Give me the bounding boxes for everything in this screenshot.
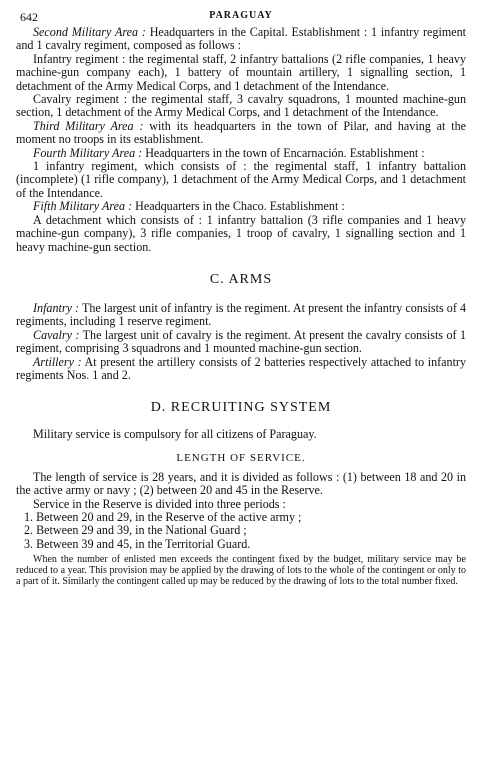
- paragraph-fourth-establishment: [16, 160, 466, 200]
- section-heading-arms: C. ARMS: [209, 271, 273, 287]
- paragraph-text: Headquarters in the town of Encarnación. Establishment :: [142, 145, 425, 160]
- reserve-periods-list: [16, 511, 466, 551]
- paragraph-text: Infantry regiment : the regimental staff, 2 infantry battalions (2 rifle companies, 1 heavy machine-gun company each), 1 battery of mountain artillery, 1 signalling section, 1 detachment of the Army Medical Corps, and 1 detachment of the Intendance.: [16, 51, 466, 93]
- paragraph-length-of-service: The length of service is 28 years, and it is divided as follows : (1) between 18 and 20 in the active army or navy ; (2) between 20 and 45 in the Reserve.: [16, 469, 466, 498]
- area-title: Second Military Area :: [33, 25, 146, 39]
- paragraph-text: Cavalry regiment : the regimental staff, 3 cavalry squadrons, 1 mounted machine-gun section, 1 detachment of the Army Medical Corps, and 1 detachment of the Intendance.: [16, 92, 466, 120]
- paragraph-text: A detachment which consists of : 1 infantry battalion (3 rifle companies and 1 heavy machine-gun company), 3 rifle companies, 1 troop of cavalry, 1 signalling section and 1 heavy machine-gun section.: [16, 212, 466, 254]
- paragraph-text: Headquarters in the Chaco. Establishment :: [132, 199, 345, 214]
- running-title: PARAGUAY: [209, 10, 273, 21]
- area-title: Third Military Area :: [33, 118, 144, 133]
- paragraph-text: with its headquarters in the town of Pilar, and having at the moment no troops in its establishment.: [16, 118, 466, 147]
- paragraph-compulsory-service: Military service is compulsory for all citizens of Paraguay.: [33, 427, 317, 442]
- paragraph-text: Headquarters in the Capital. Establishment : 1 infantry regiment and 1 cavalry regiment, composed as follows :: [16, 25, 466, 53]
- area-title: Fourth Military Area :: [33, 145, 143, 160]
- footnote-paragraph: When the number of enlisted men exceeds the contingent fixed by the budget, military service may be reduced to a year. This provision may be applied by the drawing of lots to the whole of the contingent or only to a part of it. Similarly the contingent called up may be reduced by the drawing of lots to the total number fixed.: [16, 554, 466, 588]
- paragraph-second-military-area: [16, 26, 466, 53]
- section-heading-recruiting: D. RECRUITING SYSTEM: [150, 400, 332, 416]
- paragraph-artillery: [16, 356, 466, 383]
- paragraph-text: 1 infantry regiment, which consists of : the regimental staff, 1 infantry battalion (incomplete) (1 rifle company), 1 detachment of the Army Medical Corps, and 1 detachment of the Intendance.: [16, 159, 466, 200]
- arm-title: Infantry :: [33, 300, 80, 315]
- arm-title: Artillery :: [33, 354, 82, 369]
- paragraph-text: The largest unit of cavalry is the regiment. At present the cavalry consists of 1 regiment, comprising 3 squadrons and 1 mounted machine-gun section.: [16, 327, 467, 356]
- paragraph-infantry-regiment: [16, 53, 466, 93]
- paragraph-third-military-area: [16, 120, 466, 147]
- paragraph-fourth-military-area: [16, 147, 466, 160]
- document-page: [16, 8, 466, 587]
- page-number: 642: [20, 10, 38, 24]
- arms-section: [16, 302, 466, 382]
- military-areas-section: [16, 26, 466, 254]
- paragraph-infantry: [16, 302, 466, 329]
- list-item: 2. Between 29 and 39, in the National Guard ;: [24, 523, 247, 538]
- paragraph-cavalry-regiment: [16, 93, 466, 120]
- paragraph-text: The largest unit of infantry is the regiment. At present the infantry consists of 4 regiments, including 1 reserve regiment.: [16, 300, 466, 329]
- paragraph-fifth-establishment: [16, 214, 466, 254]
- list-item: 1. Between 20 and 29, in the Reserve of the active army ;: [24, 509, 302, 524]
- paragraph-text: At present the artillery consists of 2 batteries respectively attached to infantry regiments Nos. 1 and 2.: [16, 354, 467, 382]
- list-item: 3. Between 39 and 45, in the Territorial Guard.: [24, 536, 251, 551]
- recruiting-section: [16, 428, 466, 587]
- arm-title: Cavalry :: [33, 327, 80, 342]
- subheading-length-of-service: LENGTH OF SERVICE.: [176, 451, 306, 464]
- page-header: [16, 8, 466, 26]
- area-title: Fifth Military Area :: [33, 199, 133, 214]
- paragraph-reserve-periods: Service in the Reserve is divided into three periods :: [33, 496, 286, 511]
- paragraph-fifth-military-area: [16, 200, 466, 213]
- paragraph-cavalry: [16, 329, 466, 356]
